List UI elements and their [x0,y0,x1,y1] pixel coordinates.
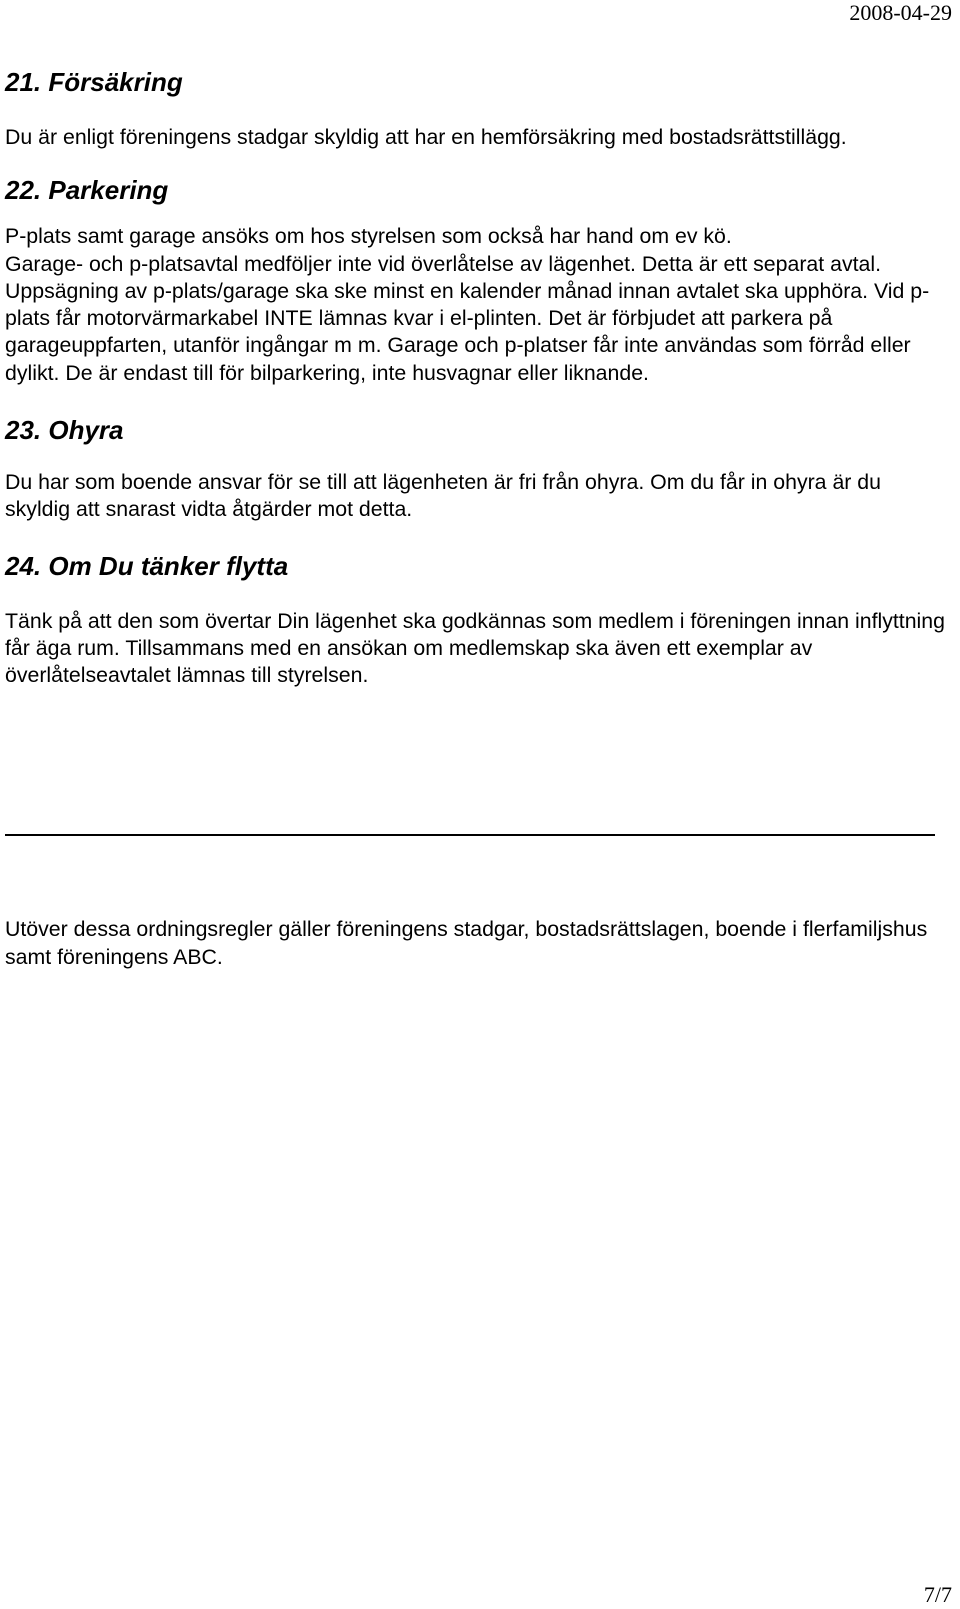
section-ohyra [5,412,945,524]
section-heading: 24. Om Du tänker flytta [5,550,289,581]
document-body [5,64,945,690]
paragraph-line: Garage- och p-platsavtal medföljer inte vid överlåtelse av lägenhet. Detta är ett separat avtal. Uppsägning av p-plats/garage ska ske minst en kalender månad innan avtalet ska upphöra. Vid p-plats får motorvärmarkabel INTE lämnas kvar i el-plinten. Det är förbjudet att parkera på garageuppfarten, utanför ingångar m m. Garage och p-platser får inte användas som förråd eller dylikt. De är endast till för bilparkering, inte husvagnar eller liknande. [5,251,930,385]
section-flytta [5,548,945,690]
section-heading: 21. Försäkring [5,67,183,97]
section-paragraph: Du har som boende ansvar för se till att lägenheten är fri från ohyra. Om du får in ohyra är du skyldig att snarast vidta åtgärder mot detta. [5,470,881,522]
paragraph-line: P-plats samt garage ansöks om hos styrelsen som också har hand om ev kö. [5,224,732,249]
section-heading: 23. Ohyra [5,415,124,446]
section-paragraph: Du är enligt föreningens stadgar skyldig att har en hemförsäkring med bostadsrättstillägg. [5,125,847,149]
horizontal-divider [5,834,935,836]
page-number: 7/7 [923,1582,952,1607]
section-parkering [5,172,945,387]
document-date: 2008-04-29 [849,0,952,25]
section-paragraph: Tänk på att den som övertar Din lägenhet ska godkännas som medlem i föreningen innan inflyttning får äga rum. Tillsammans med en ansökan om medlemskap ska även ett exemplar av överlåtelseavtalet lämnas till styrelsen. [5,608,945,688]
section-paragraph [5,223,945,387]
section-forsakring [5,64,945,151]
closing-paragraph: Utöver dessa ordningsregler gäller föreningens stadgar, bostadsrättslagen, boende i flerfamiljshus samt föreningens ABC. [5,917,928,969]
section-heading: 22. Parkering [5,175,169,206]
